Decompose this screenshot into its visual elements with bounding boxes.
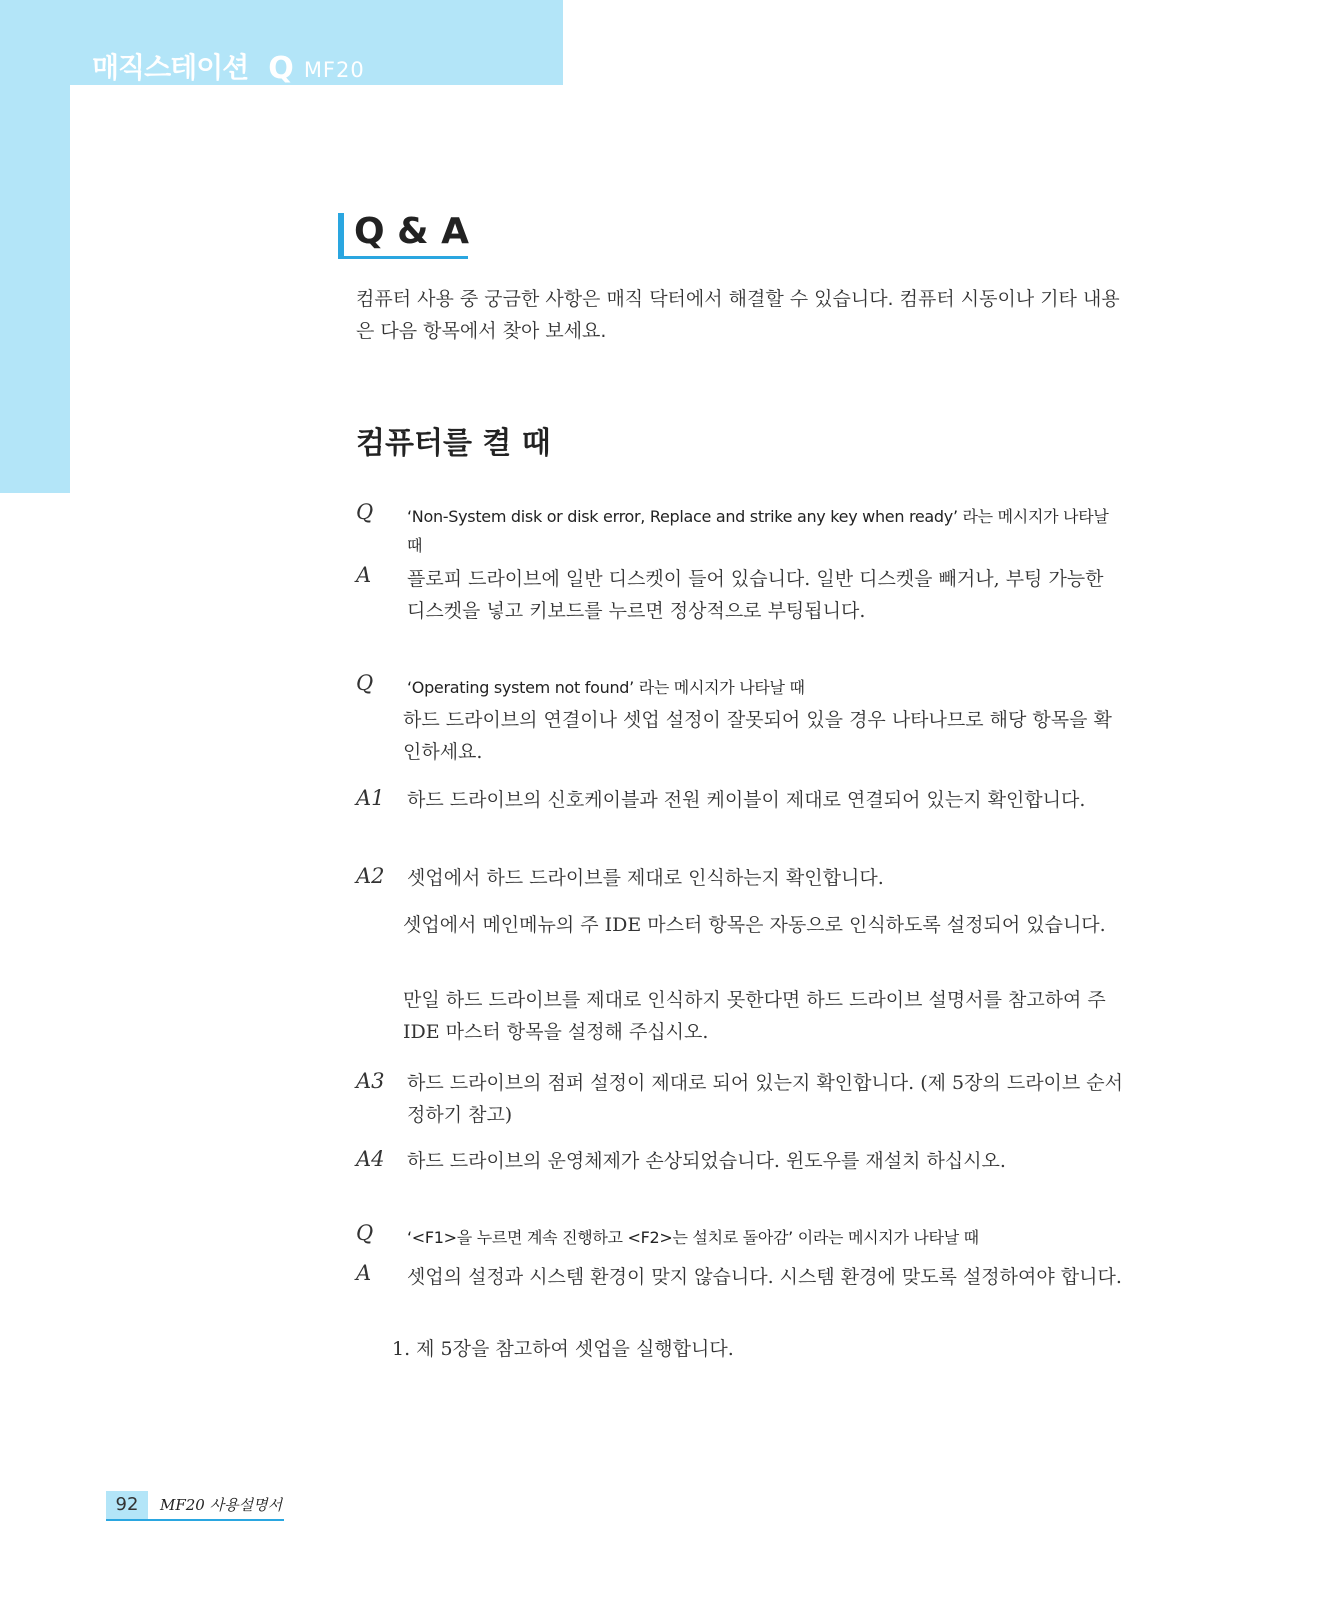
question-mark: Q — [356, 500, 374, 524]
footer-underline — [106, 1519, 284, 1521]
answer-detail: 셋업에서 메인메뉴의 주 IDE 마스터 항목은 자동으로 인식하도록 설정되어 있습니다. — [403, 914, 1106, 936]
logo-q: Q — [268, 51, 294, 86]
brand-logo — [92, 36, 365, 86]
step-item: 1. 제 5장을 참고하여 셋업을 실행합니다. — [392, 1338, 734, 1360]
intro-text: 컴퓨터 사용 중 궁금한 사항은 매직 닥터에서 해결할 수 있습니다. 컴퓨터 시동이나 기타 내용은 다음 항목에서 찾아 보세요. — [356, 288, 1120, 342]
page-number: 92 — [106, 1491, 148, 1519]
answer-mark: A — [356, 1261, 372, 1285]
answer-mark: A3 — [356, 1069, 385, 1093]
logo-text: 매직스테이션 — [92, 51, 249, 84]
answer-mark: A — [356, 563, 372, 587]
model-name: MF20 — [303, 58, 365, 82]
side-band — [0, 85, 70, 493]
question-mark: Q — [356, 1221, 374, 1245]
answer-text: 셋업의 설정과 시스템 환경이 맞지 않습니다. 시스템 환경에 맞도록 설정하여야 합니다. — [407, 1266, 1122, 1288]
answer-mark: A4 — [356, 1147, 385, 1171]
answer-text: 셋업에서 하드 드라이브를 제대로 인식하는지 확인합니다. — [407, 867, 884, 889]
answer-mark: A1 — [356, 786, 385, 810]
question-text: ‘<F1>을 누르면 계속 진행하고 <F2>는 설치로 돌아감’ 이라는 메시지가 나타날 때 — [407, 1228, 979, 1247]
answer-text: 플로피 드라이브에 일반 디스켓이 들어 있습니다. 일반 디스켓을 빼거나, 부팅 가능한 디스켓을 넣고 키보드를 누르면 정상적으로 부팅됩니다. — [407, 568, 1104, 622]
answer-mark: A2 — [356, 864, 385, 888]
question-note: 하드 드라이브의 연결이나 셋업 설정이 잘못되어 있을 경우 나타나므로 해당 항목을 확인하세요. — [403, 709, 1112, 763]
answer-text: 하드 드라이브의 신호케이블과 전원 케이블이 제대로 연결되어 있는지 확인합니다. — [407, 789, 1086, 811]
question-mark: Q — [356, 671, 374, 695]
section-title: 컴퓨터를 켤 때 — [356, 426, 551, 461]
answer-text: 하드 드라이브의 운영체제가 손상되었습니다. 윈도우를 재설치 하십시오. — [407, 1150, 1006, 1172]
footer-title: MF20 사용설명서 — [160, 1496, 283, 1514]
page-title: Q & A — [354, 211, 469, 252]
answer-text: 하드 드라이브의 점퍼 설정이 제대로 되어 있는지 확인합니다. (제 5장의 드라이브 순서 정하기 참고) — [407, 1072, 1124, 1126]
answer-detail: 만일 하드 드라이브를 제대로 인식하지 못한다면 하드 드라이브 설명서를 참고하여 주 IDE 마스터 항목을 설정해 주십시오. — [403, 989, 1106, 1043]
heading-underline — [338, 256, 468, 259]
heading-accent-bar — [338, 213, 344, 259]
question-text: ‘Non-System disk or disk error, Replace and strike any key when ready’ 라는 메시지가 나타날 때 — [407, 507, 1109, 555]
question-text: ‘Operating system not found’ 라는 메시지가 나타날 때 — [407, 678, 805, 697]
